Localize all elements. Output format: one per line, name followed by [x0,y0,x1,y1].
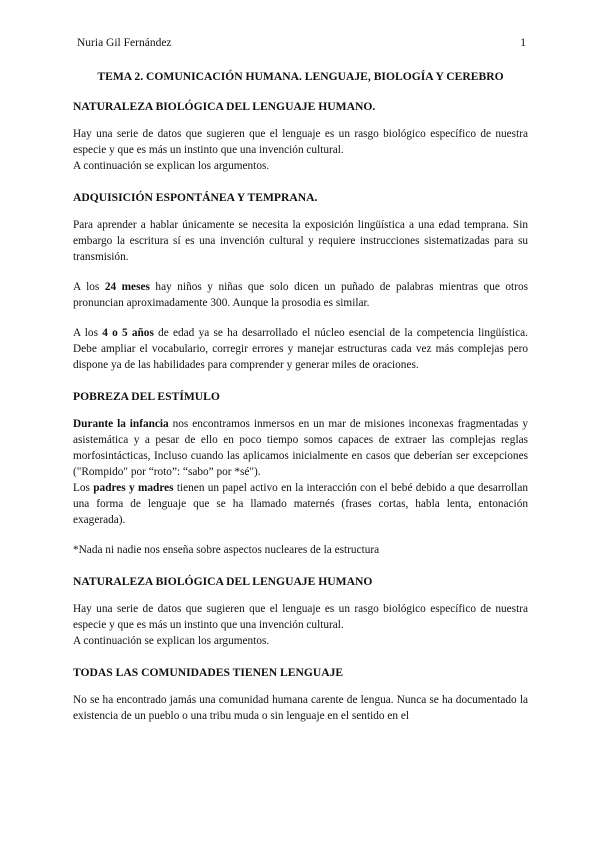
paragraph: Durante la infancia nos encontramos inmersos en un mar de misiones inconexas fragmentadas y asistemática y a pesar de ello en poco tiempo somos capaces de extraer las complejas reglas morfosintácticas, Incluso cuando las aplicamos inicialmente en casos que deberían ser excepciones ("Rompido" por “roto”: “sabo” por *sé"). [73,418,528,478]
section-heading-naturaleza: NATURALEZA BIOLÓGICA DEL LENGUAJE HUMANO. [73,100,376,113]
emphasis: 24 meses [104,281,150,293]
paragraph: A los 4 o 5 años de edad ya se ha desarrollado el núcleo esencial de la competencia lingüística. Debe ampliar el vocabulario, corregir errores y manejar estructuras cada vez más complejas pero dispone ya de las habilidades para comprender y generar miles de oraciones. [73,327,528,371]
paragraph: No se ha encontrado jamás una comunidad humana carente de lengua. Nunca se ha documentado la existencia de un pueblo o una tribu muda o sin lenguaje en el sentido en el [73,694,528,722]
paragraph: Los padres y madres tienen un papel activo en la interacción con el bebé debido a que desarrollan una forma de lenguaje que se ha llamado maternés (frases cortas, habla lenta, entonación exagerada). [73,482,528,526]
header-author: Nuria Gil Fernández [77,37,172,49]
paragraph: Para aprender a hablar únicamente se necesita la exposición lingüística a una edad temprana. Sin embargo la escritura sí es una invención cultural y requiere instrucciones sistematizadas para su transmisión. [73,219,528,263]
page-number: 1 [520,37,526,49]
document-title: TEMA 2. COMUNICACIÓN HUMANA. LENGUAJE, BIOLOGÍA Y CEREBRO [97,70,504,83]
page-body [73,70,528,724]
paragraph: Hay una serie de datos que sugieren que el lenguaje es un rasgo biológico específico de nuestra especie y que es más un instinto que una invención cultural. [73,603,528,631]
emphasis: padres y madres [93,482,174,494]
emphasis: Durante la infancia [73,418,169,430]
paragraph: Hay una serie de datos que sugieren que el lenguaje es un rasgo biológico específico de nuestra especie y que es más un instinto que una invención cultural. [73,128,528,156]
paragraph: A los 24 meses hay niños y niñas que solo dicen un puñado de palabras mientras que otros pronuncian aproximadamente 300. Aunque la prosodia es similar. [73,281,529,309]
section-heading-comunidades: TODAS LAS COMUNIDADES TIENEN LENGUAJE [73,666,344,679]
section-heading-pobreza: POBREZA DEL ESTÍMULO [73,390,220,403]
footnote-paragraph: *Nada ni nadie nos enseña sobre aspectos nucleares de la estructura [73,544,380,556]
paragraph: A continuación se explican los argumentos. [73,160,270,172]
section-heading-adquisicion: ADQUISICIÓN ESPONTÁNEA Y TEMPRANA. [73,191,318,204]
section-heading-naturaleza-2: NATURALEZA BIOLÓGICA DEL LENGUAJE HUMANO [73,575,373,588]
paragraph: A continuación se explican los argumentos. [73,635,270,647]
emphasis: 4 o 5 años [102,327,154,339]
